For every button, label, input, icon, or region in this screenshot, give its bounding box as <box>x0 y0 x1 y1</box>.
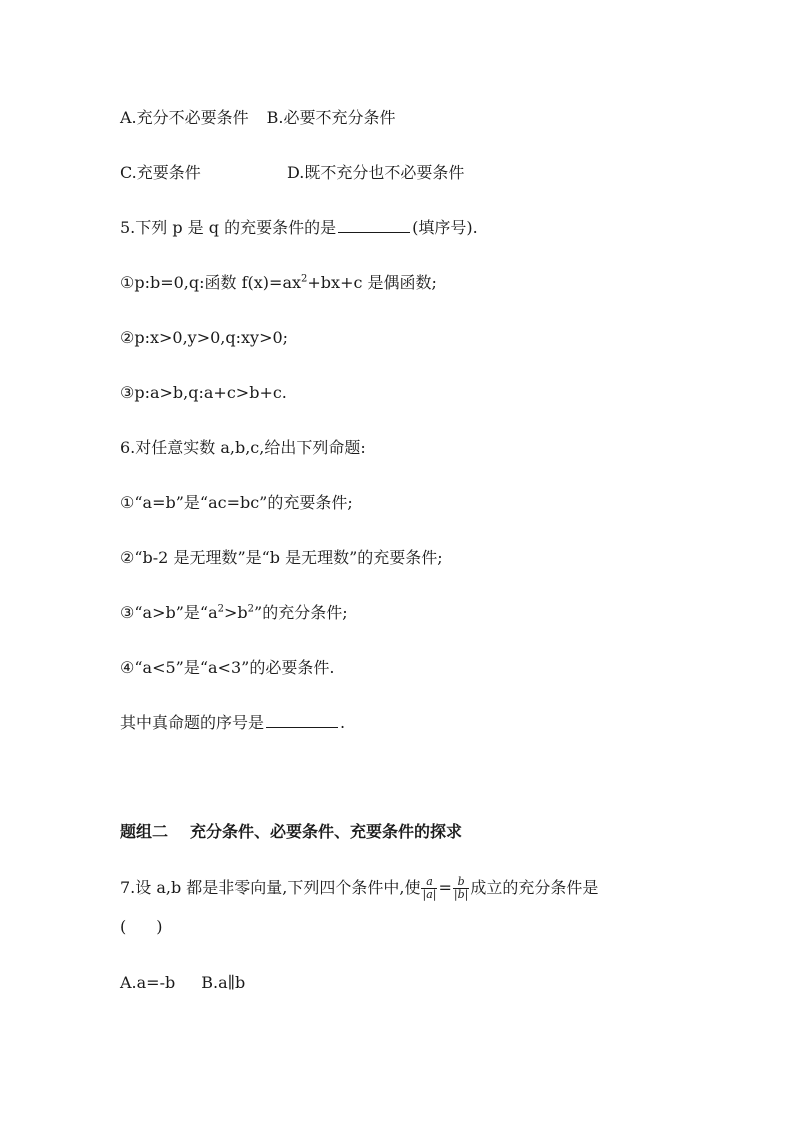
q4-options-row-1 <box>120 108 396 128</box>
q6-item-4: ④“a<5”是“a<3”的必要条件. <box>120 658 335 677</box>
q4-option-a: A.充分不必要条件 <box>120 108 249 127</box>
fraction-b-over-abs-b: $\frac{b}{|b|}$ <box>453 875 469 901</box>
q7-options <box>120 973 245 993</box>
q6-item-2: ②“b-2 是无理数”是“b 是无理数”的充要条件; <box>120 548 443 567</box>
q4-option-c: C.充要条件 <box>120 163 201 182</box>
section-heading <box>120 822 462 842</box>
q5-item-2: ②p:x>0,y>0,q:xy>0; <box>120 328 289 347</box>
q6-item-1: ①“a=b”是“ac=bc”的充要条件; <box>120 493 353 512</box>
q5-item-1: ①p:b=0,q:函数 $f(x)=ax^2+bx+c$ 是偶函数; <box>120 273 437 292</box>
q7-stem: 7.设 a,b 都是非零向量,下列四个条件中,使 $\frac{a}{|a|}$ = $\frac{b}{|b|}$ 成立的充分条件是 <box>120 875 599 901</box>
q4-option-b: B.必要不充分条件 <box>266 108 396 127</box>
section-title: 充分条件、必要条件、充要条件的探求 <box>190 822 463 841</box>
q5-stem: 5.下列 p 是 q 的充要条件的是 (填序号). <box>120 218 478 237</box>
q5-item-3: ③p:a>b,q:a+c>b+c. <box>120 383 287 402</box>
q6-answer-blank[interactable] <box>266 713 338 728</box>
q4-options-row-2 <box>120 163 464 183</box>
q5-answer-blank[interactable] <box>338 218 410 233</box>
q6-item-3: ③“a>b”是“$a^2>b^2$”的充分条件; <box>120 603 348 622</box>
fraction-a-over-abs-a: $\frac{a}{|a|}$ <box>422 875 437 901</box>
section-label: 题组二 <box>120 822 169 841</box>
q7-option-b: B.a∥b <box>201 973 246 992</box>
q6-stem: 6.对任意实数 a,b,c,给出下列命题: <box>120 438 366 457</box>
q4-option-d: D.既不充分也不必要条件 <box>287 163 465 182</box>
q7-option-a: A.a=-b <box>120 973 176 992</box>
q7-answer-paren: ( ) <box>120 917 163 936</box>
q6-answer: 其中真命题的序号是 . <box>120 713 346 732</box>
